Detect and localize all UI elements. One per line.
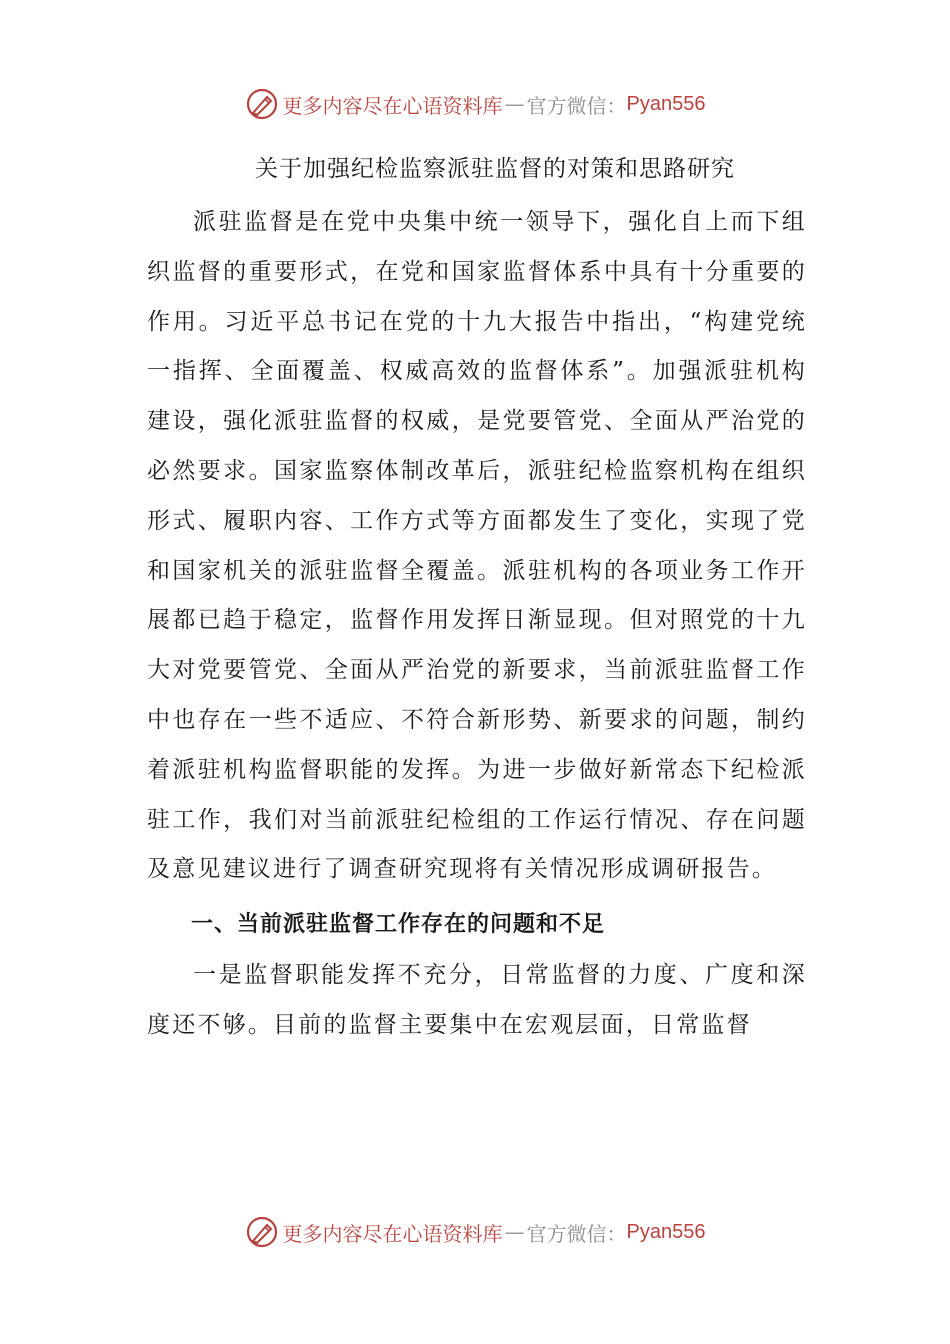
document-body: [147, 148, 807, 1051]
footer-banner: [0, 1210, 950, 1254]
section-paragraph: 一是监督职能发挥不充分，日常监督的力度、广度和深度还不够。目前的监督主要集中在宏观层面，日常监督: [147, 962, 807, 1038]
section-heading: 一、当前派驻监督工作存在的问题和不足: [191, 912, 606, 938]
pen-logo-icon: [245, 87, 279, 121]
site-name: 更多内容尽在心语资料库: [282, 93, 503, 118]
intro-paragraph: 派驻监督是在党中央集中统一领导下，强化自上而下组织监督的重要形式，在党和国家监督体系中具有十分重要的作用。习近平总书记在党的十九大报告中指出，“构建党统一指挥、全面覆盖、权威高效的监督体系”。加强派驻机构建设，强化派驻监督的权威，是党要管党、全面从严治党的必然要求。国家监察体制改革后，派驻纪检监察机构在组织形式、履职内容、工作方式等方面都发生了变化，实现了党和国家机关的派驻监督全覆盖。派驻机构的各项业务工作开展都已趋于稳定，监督作用发挥日渐显现。但对照党的十九大对党要管党、全面从严治党的新要求，当前派驻监督工作中也存在一些不适应、不符合新形势、新要求的问题，制约着派驻机构监督职能的发挥。为进一步做好新常态下纪检派驻工作，我们对当前派驻纪检组的工作运行情况、存在问题及意见建议进行了调查研究现将有关情况形成调研报告。: [147, 209, 807, 883]
banner-dash: —: [504, 1220, 525, 1244]
wechat-label: 官方微信：: [526, 93, 627, 118]
wechat-id: Pyan556: [626, 1220, 706, 1243]
header-banner: [0, 82, 950, 126]
wechat-id: Pyan556: [626, 92, 706, 115]
wechat-label: 官方微信：: [526, 1221, 627, 1246]
pen-logo-icon: [245, 1215, 279, 1249]
document-title: 关于加强纪检监察派驻监督的对策和思路研究: [255, 156, 735, 182]
site-name: 更多内容尽在心语资料库: [282, 1221, 503, 1246]
banner-dash: —: [504, 92, 525, 116]
